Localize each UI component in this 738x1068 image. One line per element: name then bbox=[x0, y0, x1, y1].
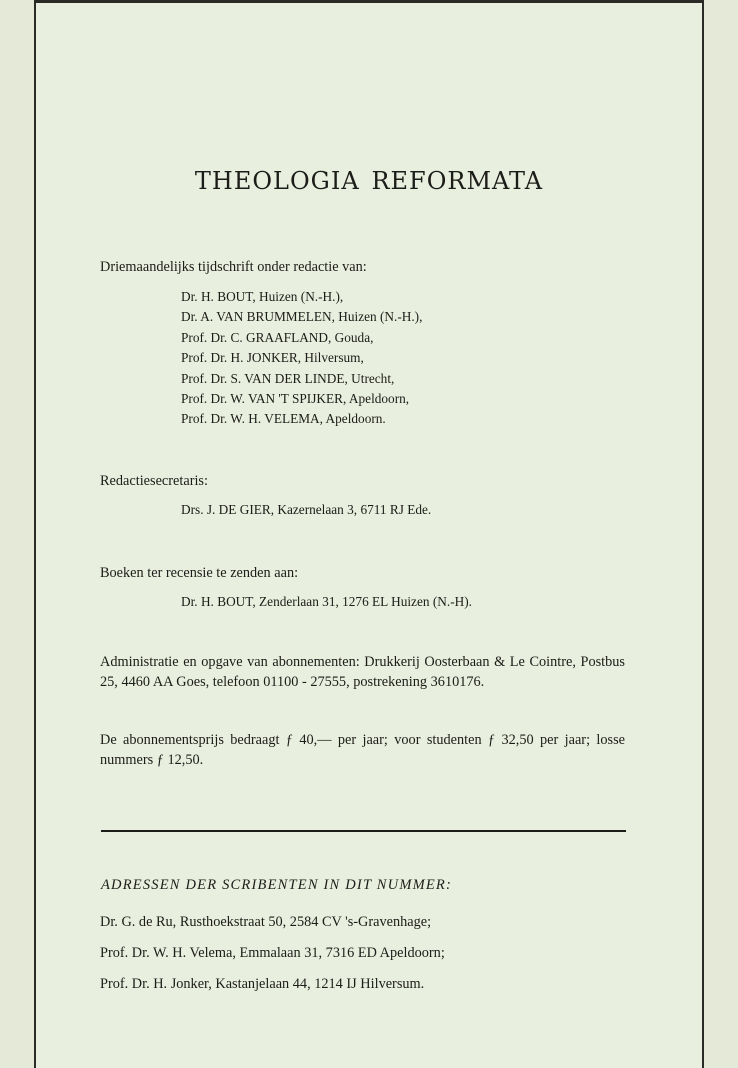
administration-text: Administratie en opgave van abonnementen: Drukkerij Oosterbaan & Le Cointre, Postbus 25, 4460 AA Goes, telefoon 01100 - 27555, postrekening 3610176. bbox=[100, 654, 625, 690]
editor-list bbox=[181, 287, 422, 430]
contributor-list bbox=[100, 914, 445, 1007]
editor-item: Dr. A. VAN BRUMMELEN, Huizen (N.-H.), bbox=[181, 309, 423, 325]
divider-rule bbox=[101, 830, 626, 832]
secretariat-label: Redactiesecretaris: bbox=[100, 473, 208, 489]
intro-text: Driemaandelijks tijdschrift onder redactie van: bbox=[100, 259, 367, 275]
contributor-item: Prof. Dr. W. H. Velema, Emmalaan 31, 7316 ED Apeldoorn; bbox=[100, 945, 445, 961]
pricing-text: De abonnementsprijs bedraagt ƒ 40,— per jaar; voor studenten ƒ 32,50 per jaar; losse nummers ƒ 12,50. bbox=[100, 732, 625, 768]
editor-item: Prof. Dr. S. VAN DER LINDE, Utrecht, bbox=[181, 370, 395, 386]
editor-item: Prof. Dr. W. H. VELEMA, Apeldoorn. bbox=[181, 411, 386, 427]
contributors-heading: ADRESSEN DER SCRIBENTEN IN DIT NUMMER: bbox=[101, 877, 453, 893]
journal-title: theologia reformata bbox=[194, 158, 544, 198]
editor-item: Prof. Dr. W. VAN 'T SPIJKER, Apeldoorn, bbox=[181, 391, 410, 407]
reviews-label: Boeken ter recensie te zenden aan: bbox=[100, 565, 299, 581]
editor-item: Prof. Dr. C. GRAAFLAND, Gouda, bbox=[181, 329, 374, 345]
editor-item: Dr. H. BOUT, Huizen (N.-H.), bbox=[181, 289, 344, 304]
reviews-address: Dr. H. BOUT, Zenderlaan 31, 1276 EL Huizen (N.-H). bbox=[181, 594, 472, 609]
contributor-item: Dr. G. de Ru, Rusthoekstraat 50, 2584 CV 's-Gravenhage; bbox=[100, 914, 432, 930]
journal-page bbox=[34, 0, 704, 1068]
contributor-item: Prof. Dr. H. Jonker, Kastanjelaan 44, 1214 IJ Hilversum. bbox=[100, 976, 425, 992]
editor-item: Prof. Dr. H. JONKER, Hilversum, bbox=[181, 350, 364, 366]
secretariat-name: Drs. J. DE GIER, Kazernelaan 3, 6711 RJ Ede. bbox=[181, 502, 432, 517]
